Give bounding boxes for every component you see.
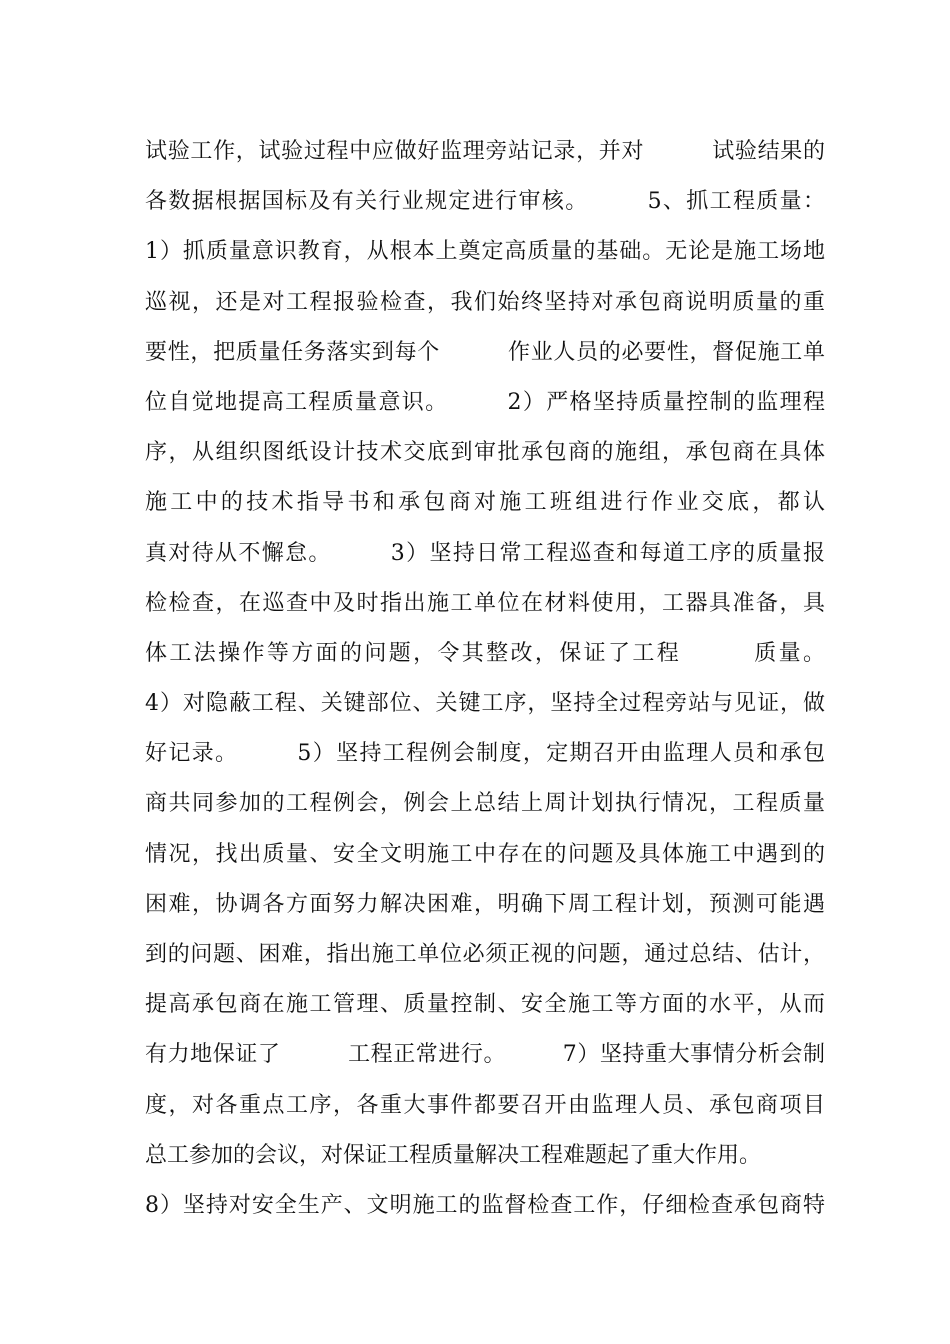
text-line: 4）对隐蔽工程、关键部位、关键工序，坚持全过程旁站与见证，做	[145, 691, 825, 717]
text-line: 位自觉地提高工程质量意识。 2）严格坚持质量控制的监理程	[145, 389, 825, 415]
text-line: 提高承包商在施工管理、质量控制、安全施工等方面的水平，从而	[145, 992, 825, 1018]
text-line: 巡视，还是对工程报验检查，我们始终坚持对承包商说明质量的重	[145, 289, 825, 315]
text-line: 体工法操作等方面的问题，令其整改，保证了工程 质量。	[145, 640, 825, 666]
text-line: 施工中的技术指导书和承包商对施工班组进行作业交底，都认	[145, 490, 825, 516]
text-line: 总工参加的会议，对保证工程质量解决工程难题起了重大作用。	[145, 1142, 762, 1168]
text-line: 困难，协调各方面努力解决困难，明确下周工程计划，预测可能遇	[145, 891, 825, 917]
text-line: 度，对各重点工序，各重大事件都要召开由监理人员、承包商项目	[145, 1092, 825, 1118]
text-line: 序，从组织图纸设计技术交底到审批承包商的施组，承包商在具体	[145, 440, 825, 466]
text-line: 试验工作，试验过程中应做好监理旁站记录，并对 试验结果的	[145, 139, 825, 164]
text-line: 检检查，在巡查中及时指出施工单位在材料使用，工器具准备，具	[145, 590, 825, 616]
text-line: 1）抓质量意识教育，从根本上奠定高质量的基础。无论是施工场地	[145, 239, 825, 265]
text-line: 有力地保证了 工程正常进行。 7）坚持重大事情分析会制	[145, 1042, 825, 1068]
text-line: 8）坚持对安全生产、文明施工的监督检查工作，仔细检查承包商特	[145, 1192, 825, 1218]
text-line: 要性，把质量任务落实到每个 作业人员的必要性，督促施工单	[145, 339, 825, 365]
text-line: 商共同参加的工程例会，例会上总结上周计划执行情况，工程质量	[145, 791, 825, 817]
body-text	[145, 133, 825, 1237]
text-line: 好记录。 5）坚持工程例会制度，定期召开由监理人员和承包	[145, 741, 825, 767]
text-line: 到的问题、困难，指出施工单位必须正视的问题，通过总结、估计，	[145, 942, 825, 967]
text-line: 真对待从不懈怠。 3）坚持日常工程巡查和每道工序的质量报	[145, 540, 825, 566]
text-line: 情况，找出质量、安全文明施工中存在的问题及具体施工中遇到的	[145, 841, 825, 867]
text-line: 各数据根据国标及有关行业规定进行审核。 5、抓工程质量：	[145, 189, 825, 215]
